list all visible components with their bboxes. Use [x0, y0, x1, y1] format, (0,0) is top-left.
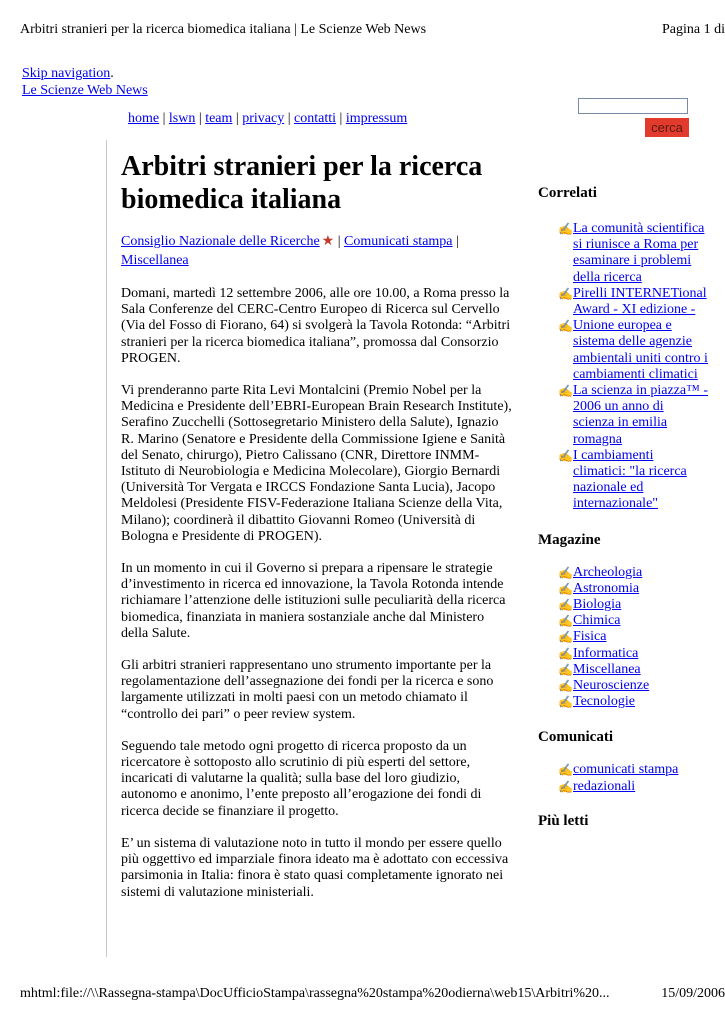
category-link-cnr[interactable]: Consiglio Nazionale delle Ricerche	[121, 234, 320, 249]
magazine-link[interactable]: Chimica	[573, 613, 621, 629]
pencil-icon: ✍	[558, 286, 573, 301]
skip-navigation: Skip navigation.	[22, 66, 114, 81]
magazine-link[interactable]: Archeologia	[573, 564, 643, 580]
sidebar-heading-comunicati: Comunicati	[538, 729, 613, 746]
correlati-link[interactable]: I cambiamenti climatici: "la ricerca nazionale ed internazionale"	[573, 447, 687, 512]
search-button[interactable]: cerca	[645, 118, 689, 137]
sidebar-heading-magazine: Magazine	[538, 531, 601, 548]
site-name-link[interactable]: Le Scienze Web News	[22, 83, 148, 98]
article	[121, 150, 513, 901]
article-paragraph: E’ un sistema di valutazione noto in tutto il mondo per essere quello più oggettivo ed imparziale finora ideato ma è adottato con eccessiva parsimonia in Italia: finora è stato quasi completamente ignorato nei sistemi di valutazione ministeriali.	[121, 835, 509, 900]
skip-navigation-link[interactable]: Skip navigation	[22, 66, 111, 81]
correlati-link[interactable]: Pirelli INTERNETional Award - XI edizione -	[573, 285, 707, 318]
magazine-link[interactable]: Astronomia	[573, 580, 640, 596]
list-item	[538, 383, 708, 448]
pencil-icon: ✍	[558, 581, 573, 596]
list-item	[538, 613, 708, 629]
list-item	[538, 286, 708, 318]
print-header-page: Pagina 1 di	[662, 22, 725, 37]
magazine-link[interactable]: Miscellanea	[573, 661, 641, 677]
list-item	[538, 221, 708, 286]
pencil-icon: ✍	[558, 646, 573, 661]
category-link-miscellanea[interactable]: Miscellanea	[121, 253, 189, 268]
list-item	[538, 694, 708, 710]
nav-link-home[interactable]: home	[128, 111, 160, 126]
print-header-title: Arbitri stranieri per la ricerca biomedica italiana | Le Scienze Web News	[20, 22, 427, 37]
list-item	[538, 597, 708, 613]
pencil-icon: ✍	[558, 222, 573, 236]
nav-link-contatti[interactable]: contatti	[294, 111, 337, 126]
list-item	[538, 678, 708, 694]
content-divider	[106, 140, 107, 957]
article-paragraph: In un momento in cui il Governo si prepara a ripensare le strategie d’investimento in ricerca ed innovazione, la Tavola Rotonda intende richiamare l’attenzione delle istituzioni sulle peculiarità della ricerca biomedica, finanziata in maniera sostanziale anche dal Ministero della Salute.	[121, 561, 506, 641]
comunicati-link[interactable]: comunicati stampa	[573, 762, 679, 778]
sidebar	[538, 183, 708, 831]
pencil-icon: ✍	[558, 662, 573, 677]
list-item	[538, 581, 708, 597]
nav-link-privacy[interactable]: privacy	[242, 111, 285, 126]
pencil-icon: ✍	[558, 630, 573, 645]
correlati-list	[538, 221, 708, 513]
pencil-icon: ✍	[558, 763, 573, 778]
print-footer-path: mhtml:file://\\Rassegna-stampa\DocUfficioStampa\rassegna%20stampa%20odierna\web15\Arbitri%20...	[20, 986, 610, 1001]
list-item	[538, 448, 708, 513]
pencil-icon: ✍	[558, 614, 573, 629]
magazine-list	[538, 565, 708, 711]
category-link-comunicati[interactable]: Comunicati stampa	[344, 234, 453, 249]
pencil-icon: ✍	[558, 779, 573, 794]
comunicati-link[interactable]: redazionali	[573, 778, 636, 794]
nav-link-lswn[interactable]: lswn	[168, 111, 196, 126]
article-paragraph: Seguendo tale metodo ogni progetto di ricerca proposto da un ricercatore è sottoposto allo scrutinio di più esperti del settore, incaricati di valutarne la qualità; sulla base del loro giudizio, autonomo e anonimo, l’ente preposto all’erogazione dei fondi di ricerca decide se finanziare il progetto.	[121, 738, 482, 819]
article-paragraph: Vi prenderanno parte Rita Levi Montalcini (Premio Nobel per la Medicina e Presidente dell’EBRI-European Brain Research Institute), Serafino Zucchelli (Sottosegretario Ministero della Salute), Ignazio R. Marino (Senatore e Presidente della Commissione Igiene e Sanità del Senato, chirurgo), Pietro Calissano (CNR, Direttore INMM-Istituto di Neurobiologia e Medicina Molecolare), Giorgio Bernardi (Università Tor Vergata e IRCCS Fondazione Santa Lucia), Jacopo Meldolesi (Presidente FISV-Federazione Italiana Scienze della Vita, Milano); coordinerà il dibattito Giovanni Romeo (Università di Bologna e Presidente di PROGEN).	[121, 383, 512, 544]
pencil-icon: ✍	[558, 565, 573, 580]
article-paragraph: Gli arbitri stranieri rappresentano uno strumento importante per la regolamentazione dell’assegnazione dei fondi per la ricerca e sono largamente utilizzati in molti paesi con un metodo chiamato il “controllo dei pari” o peer review system.	[121, 658, 494, 722]
pencil-icon: ✍	[558, 448, 573, 463]
magazine-link[interactable]: Fisica	[573, 629, 607, 645]
article-title: Arbitri stranieri per la ricerca biomedica italiana	[121, 151, 483, 215]
magazine-link[interactable]: Informatica	[573, 645, 639, 661]
correlati-link[interactable]: La scienza in piazza™ - 2006 un anno di scienza in emilia romagna	[573, 383, 708, 447]
list-item	[538, 762, 708, 778]
pencil-icon: ✍	[558, 598, 573, 613]
list-item	[538, 779, 708, 795]
nav-link-team[interactable]: team	[205, 111, 233, 126]
top-navigation: home | lswn | team | privacy | contatti | impressum	[128, 111, 408, 126]
pencil-icon: ✍	[558, 695, 573, 710]
pencil-icon: ✍	[558, 384, 573, 399]
sidebar-heading-piu-letti: Più letti	[538, 812, 589, 829]
sidebar-heading-correlati: Correlati	[538, 185, 597, 201]
list-item	[538, 318, 708, 383]
list-item	[538, 629, 708, 645]
article-paragraph: Domani, martedì 12 settembre 2006, alle ore 10.00, a Roma presso la Sala Conferenze del CERC-Centro Europeo di Ricerca sul Cervello (Via del Fosso di Fiorano, 64) si svolgerà la Tavola Rotonda: “Arbitri stranieri per la ricerca biomedica italiana”, promossa dal Consorzio PROGEN.	[121, 286, 511, 366]
pencil-icon: ✍	[558, 679, 573, 694]
article-categories: Consiglio Nazionale delle Ricerche ★ | Comunicati stampa | Miscellanea	[121, 234, 459, 268]
correlati-link[interactable]: Unione europea e sistema delle agenzie ambientali uniti contro i cambiamenti climatici	[573, 318, 708, 382]
site-name	[22, 83, 148, 99]
print-footer-date: 15/09/2006	[661, 986, 725, 1001]
list-item	[538, 565, 708, 581]
list-item	[538, 646, 708, 662]
star-icon: ★	[321, 234, 335, 249]
magazine-link[interactable]: Tecnologie	[573, 694, 635, 710]
search-input[interactable]	[578, 98, 688, 114]
list-item	[538, 662, 708, 678]
magazine-link[interactable]: Neuroscienze	[573, 678, 650, 694]
comunicati-list	[538, 762, 708, 794]
magazine-link[interactable]: Biologia	[573, 597, 622, 613]
correlati-link[interactable]: La comunità scientifica si riunisce a Roma per esaminare i problemi della ricerca	[573, 221, 705, 285]
pencil-icon: ✍	[558, 319, 573, 334]
nav-link-impressum[interactable]: impressum	[345, 111, 408, 126]
